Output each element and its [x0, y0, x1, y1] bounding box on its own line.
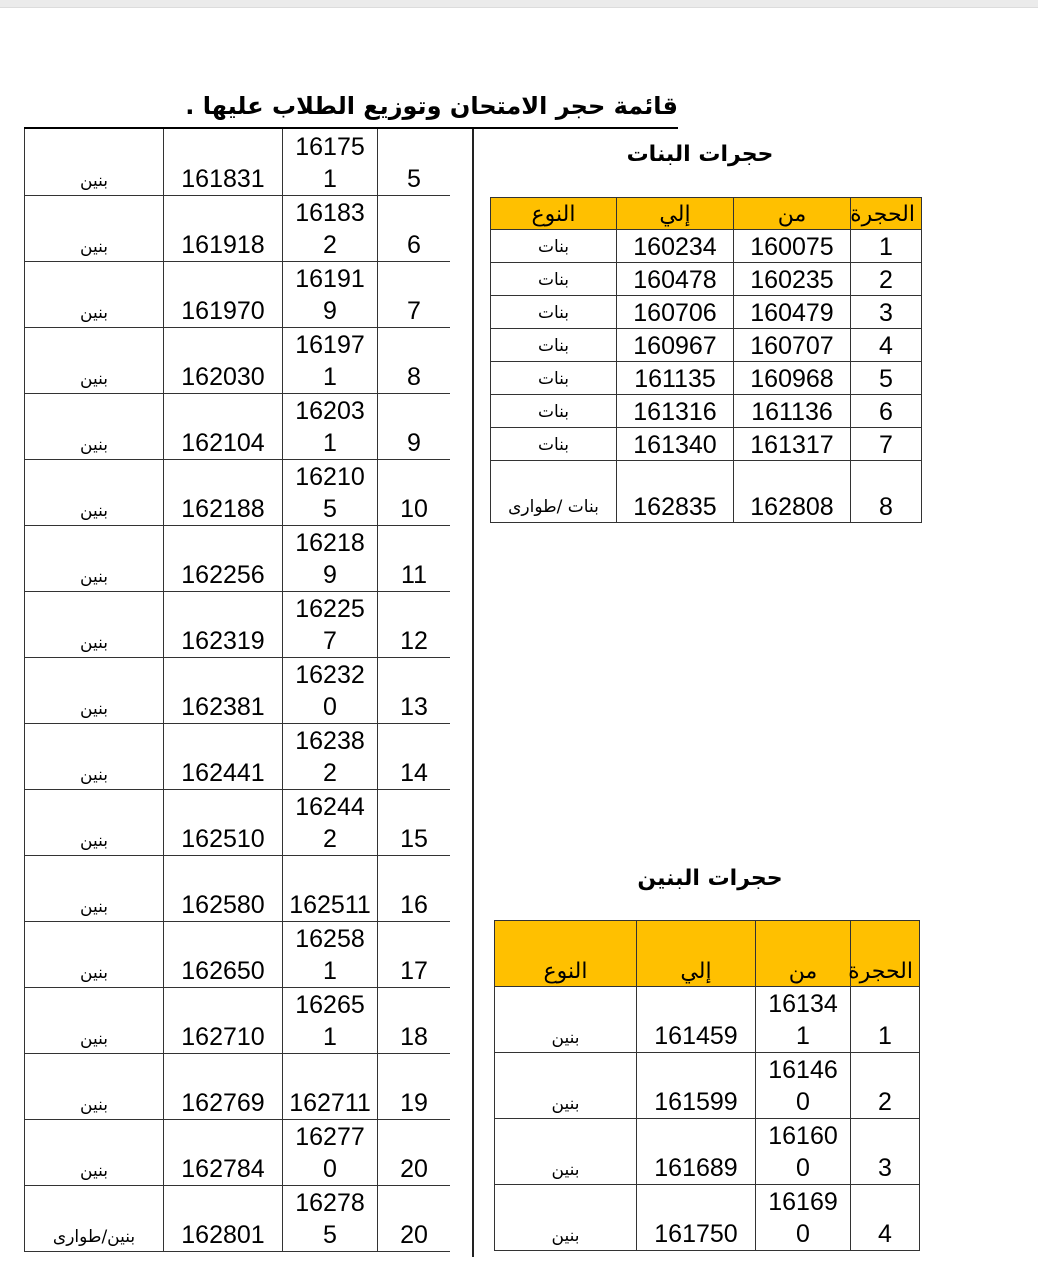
to-cell: 162650 [164, 921, 283, 987]
to-cell: 162710 [164, 987, 283, 1053]
type-cell: بنات [491, 362, 617, 395]
room-cell: 16 [378, 855, 451, 921]
header-from: من [756, 921, 851, 987]
to-cell: 162580 [164, 855, 283, 921]
from-cell: 161690 [756, 1185, 851, 1251]
room-cell: 4 [851, 1185, 920, 1251]
room-cell: 20 [378, 1185, 451, 1251]
type-cell: بنين [25, 129, 164, 195]
boys-rooms-table [494, 920, 920, 1251]
boys-rooms-title: حجرات البنين [637, 866, 783, 891]
from-cell: 160707 [734, 329, 851, 362]
room-cell: 2 [851, 1053, 920, 1119]
room-cell: 5 [378, 129, 451, 195]
table-row [25, 261, 451, 327]
type-cell: بنات [491, 263, 617, 296]
type-cell: بنين [25, 327, 164, 393]
to-cell: 162769 [164, 1053, 283, 1119]
room-cell: 1 [851, 987, 920, 1053]
to-cell: 161340 [617, 428, 734, 461]
header-type: النوع [495, 921, 637, 987]
from-cell: 161136 [734, 395, 851, 428]
girls-rooms-table [490, 197, 922, 523]
header-from: من [734, 198, 851, 230]
from-cell: 162711 [283, 1053, 378, 1119]
room-cell: 11 [378, 525, 451, 591]
to-cell: 162188 [164, 459, 283, 525]
room-cell: 17 [378, 921, 451, 987]
type-cell: بنين [25, 261, 164, 327]
type-cell: بنين [25, 789, 164, 855]
room-cell: 6 [851, 395, 922, 428]
room-cell: 12 [378, 591, 451, 657]
from-cell: 162511 [283, 855, 378, 921]
table-row [25, 591, 451, 657]
from-cell: 161341 [756, 987, 851, 1053]
table-row [495, 1053, 920, 1119]
table-row [491, 329, 922, 362]
table-row [491, 230, 922, 263]
type-cell: بنين [25, 1053, 164, 1119]
to-cell: 161918 [164, 195, 283, 261]
room-cell: 14 [378, 723, 451, 789]
from-cell: 162651 [283, 987, 378, 1053]
from-cell: 160968 [734, 362, 851, 395]
page-title: قائمة حجر الامتحان وتوزيع الطلاب عليها . [185, 92, 678, 120]
table-row [25, 789, 451, 855]
type-cell: بنات [491, 296, 617, 329]
to-cell: 160967 [617, 329, 734, 362]
boys-rooms-continued-table [24, 129, 450, 1252]
room-cell: 9 [378, 393, 451, 459]
room-cell: 5 [851, 362, 922, 395]
room-cell: 13 [378, 657, 451, 723]
from-cell: 162257 [283, 591, 378, 657]
column-divider [472, 129, 474, 1257]
to-cell: 161750 [637, 1185, 756, 1251]
to-cell: 161970 [164, 261, 283, 327]
table-row [491, 395, 922, 428]
table-row [25, 393, 451, 459]
room-cell: 15 [378, 789, 451, 855]
to-cell: 162256 [164, 525, 283, 591]
table-row [491, 428, 922, 461]
from-cell: 162031 [283, 393, 378, 459]
from-cell: 161600 [756, 1119, 851, 1185]
from-cell: 161919 [283, 261, 378, 327]
table-row [25, 1053, 451, 1119]
to-cell: 162381 [164, 657, 283, 723]
to-cell: 162441 [164, 723, 283, 789]
type-cell: بنات [491, 329, 617, 362]
header-room: الحجرة [851, 921, 920, 987]
room-cell: 8 [378, 327, 451, 393]
table-row [25, 327, 451, 393]
type-cell: بنين [25, 393, 164, 459]
from-cell: 160479 [734, 296, 851, 329]
room-cell: 1 [851, 230, 922, 263]
to-cell: 161831 [164, 129, 283, 195]
from-cell: 162105 [283, 459, 378, 525]
to-cell: 162104 [164, 393, 283, 459]
top-bar [0, 0, 1038, 8]
type-cell: بنين [25, 591, 164, 657]
header-room: الحجرة [851, 198, 922, 230]
to-cell: 162801 [164, 1185, 283, 1251]
table-row [491, 362, 922, 395]
table-row [491, 461, 922, 523]
room-cell: 18 [378, 987, 451, 1053]
table-row [25, 987, 451, 1053]
room-cell: 10 [378, 459, 451, 525]
from-cell: 162320 [283, 657, 378, 723]
header-to: إلي [637, 921, 756, 987]
table-row [25, 459, 451, 525]
table-row [25, 921, 451, 987]
table-row [495, 1185, 920, 1251]
table-row [25, 195, 451, 261]
from-cell: 162785 [283, 1185, 378, 1251]
to-cell: 162510 [164, 789, 283, 855]
to-cell: 161135 [617, 362, 734, 395]
from-cell: 162442 [283, 789, 378, 855]
room-cell: 2 [851, 263, 922, 296]
from-cell: 161832 [283, 195, 378, 261]
type-cell: بنات [491, 395, 617, 428]
room-cell: 7 [378, 261, 451, 327]
from-cell: 162808 [734, 461, 851, 523]
to-cell: 162319 [164, 591, 283, 657]
type-cell: بنين [25, 723, 164, 789]
to-cell: 162030 [164, 327, 283, 393]
room-cell: 7 [851, 428, 922, 461]
type-cell: بنين [25, 1119, 164, 1185]
to-cell: 162784 [164, 1119, 283, 1185]
table-row [25, 129, 451, 195]
table-row [491, 296, 922, 329]
table-header-row [495, 921, 920, 987]
type-cell: بنين [495, 1119, 637, 1185]
to-cell: 161599 [637, 1053, 756, 1119]
type-cell: بنين [25, 921, 164, 987]
from-cell: 162382 [283, 723, 378, 789]
type-cell: بنين [25, 855, 164, 921]
to-cell: 162835 [617, 461, 734, 523]
room-cell: 3 [851, 296, 922, 329]
room-cell: 19 [378, 1053, 451, 1119]
to-cell: 161459 [637, 987, 756, 1053]
room-cell: 20 [378, 1119, 451, 1185]
room-cell: 8 [851, 461, 922, 523]
type-cell: بنين [495, 1053, 637, 1119]
type-cell: بنين [25, 525, 164, 591]
table-row [25, 1185, 451, 1251]
type-cell: بنين [495, 987, 637, 1053]
from-cell: 161460 [756, 1053, 851, 1119]
table-row [495, 1119, 920, 1185]
from-cell: 162581 [283, 921, 378, 987]
type-cell: بنين [25, 987, 164, 1053]
type-cell: بنين [25, 459, 164, 525]
type-cell: بنات [491, 230, 617, 263]
table-row [25, 723, 451, 789]
from-cell: 162189 [283, 525, 378, 591]
table-row [25, 1119, 451, 1185]
room-cell: 3 [851, 1119, 920, 1185]
from-cell: 160235 [734, 263, 851, 296]
table-header-row [491, 198, 922, 230]
type-cell: بنين [495, 1185, 637, 1251]
header-to: إلي [617, 198, 734, 230]
from-cell: 161751 [283, 129, 378, 195]
type-cell: بنين/طوارى [25, 1185, 164, 1251]
from-cell: 161317 [734, 428, 851, 461]
to-cell: 160234 [617, 230, 734, 263]
type-cell: بنات [491, 428, 617, 461]
type-cell: بنات /طوارى [491, 461, 617, 523]
from-cell: 161971 [283, 327, 378, 393]
from-cell: 160075 [734, 230, 851, 263]
room-cell: 6 [378, 195, 451, 261]
to-cell: 160478 [617, 263, 734, 296]
from-cell: 162770 [283, 1119, 378, 1185]
header-type: النوع [491, 198, 617, 230]
table-row [25, 525, 451, 591]
type-cell: بنين [25, 657, 164, 723]
type-cell: بنين [25, 195, 164, 261]
to-cell: 160706 [617, 296, 734, 329]
to-cell: 161316 [617, 395, 734, 428]
to-cell: 161689 [637, 1119, 756, 1185]
table-row [491, 263, 922, 296]
table-row [495, 987, 920, 1053]
table-row [25, 657, 451, 723]
room-cell: 4 [851, 329, 922, 362]
girls-rooms-title: حجرات البنات [626, 142, 774, 167]
table-row [25, 855, 451, 921]
